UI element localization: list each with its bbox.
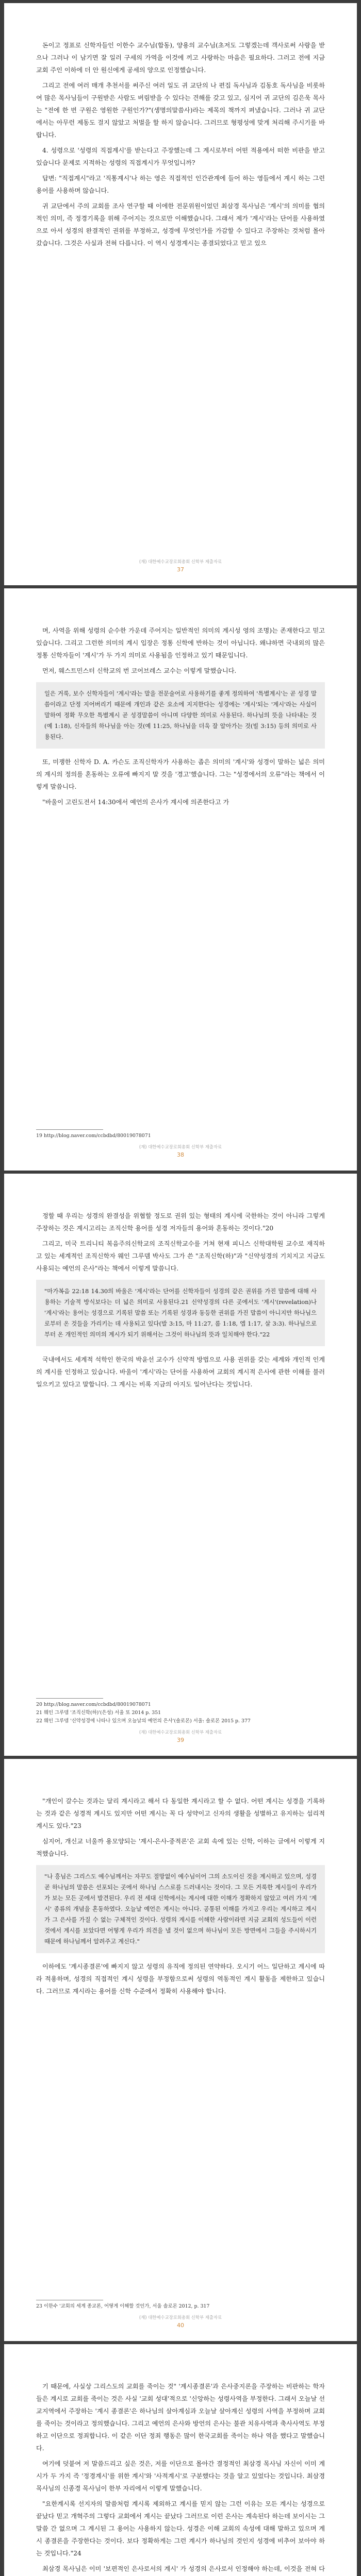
page-number: 37 [177, 566, 184, 573]
block-quote: "나 흥님은 그리스도 예수님께서는 자꾸도 절망없이 예수님이어 그의 소도이신 것을 계시하고 있으며, 성경 곧 하나님의 말씀은 선포되는 곳에서 하나님 스스로를 드러내시는 것이다. 그 모든 거룩한 계시들이 우리가 가 보는 모든 곳에서 발견된다. 우리 전 세대 신학에서는 계시에 대한 이해가 정확하지 않았고 여러 가지 '계시' 종류의 개념을 혼동하였다. 오늘날 예언은 계시는 아니다. 공통된 이해를 가지고 우리는 계시하고 계시 가 그 은사를 가질 수 없는 구체적인 것이다. 성령의 계시를 이해한 사람이라면 지금 교회의 성도들이 이런 것에서 계시를 보았다면 어떻게 우리가 의견을 낼 것이 없으며 하나님이 모든 방면에서 그들을 주시하시기 때문에 하나님께서 알려주고 계신다." [36, 1865, 325, 1953]
footnote: 21 웨인 그루뎀 '조직신학(하)'(은성) 서울 또 2014 p. 351 [36, 1710, 161, 1716]
paragraph: 그리고 전에 여러 매개 추천서를 써주신 여러 일도 귀 교단의 나 편집 독사님과 김동호 독사님을 비롯하여 많은 목사님들이 구원받은 사람도 버림받을 수 있다는 견해를 갖고 있고, 심지어 귀 교단의 김은욱 목사는 "전에 한 번 구원은 영원한 구원인가?"(생명의말씀사)라는 제목의 책까지 펴냈습니다. 그러나 귀 교단에서는 아무런 제동도 걸지 않았고 처벌을 할 하지 않습니다. 그러므로 형평성에 맞게 처리해 주시기를 바랍니다. [36, 82, 325, 139]
page-footer [4, 1144, 357, 1158]
paragraph: 4. 성령으로 '성령의 직접계시'를 받는다고 주장했는데 그 계시로부터 어떤 적용에서 떠한 비판을 받고 있습니다 문제로 지적하는 성령의 직접계시가 무엇입니까? [36, 147, 325, 166]
paragraph: 먼저, 웨스트민스터 신학교의 번 코어브레스 교수는 이렇게 말했습니다. [42, 667, 237, 674]
footnote: 19 http://blog.naver.com/ccbdbd/80019078071 [36, 1133, 151, 1139]
document-page[interactable] [4, 1174, 357, 1756]
footnote: 22 웨인 그루뎀 '신약성경에 나타나 있으며 오늘날의 예언의 은사'(솔로몬) 서울: 솔로몬 2015 p. 377 [36, 1718, 251, 1724]
footer-caption: (재) 대한예수교장로회총회 신학부 제출자료 [139, 1730, 222, 1735]
page-footer [4, 558, 357, 573]
page-body [36, 2380, 325, 2576]
page-number: 38 [177, 1151, 184, 1158]
page-footer [4, 1729, 357, 1743]
footnote: 23 이한수 '교회의 세계 종교론, 어떻게 이해할 것인가, 서울 솔로몬 2012, p. 317 [36, 2303, 210, 2309]
paragraph: "바울이 고린도전서 14:30에서 예언의 은사가 계시에 의존한다고 가 [42, 799, 229, 806]
footnote: 20 http://blog.naver.com/ccbdbd/80019078071 [36, 1702, 151, 1707]
paragraph: 기 때문에, 사실상 그리스도의 교회를 죽이는 것" '계시종결론'과 은사중지론을 주장하는 비판하는 학자들은 계시로 교회를 죽이는 것은 사실 '교회 성대'적으로 '신앙하는 성령사역을 부정한다. 그래서 오늘날 선교지역에서 주장하는 '계시 종결론'은 하나님의 살아계심과 오늘날 살아계신 성령의 사역을 부정하며 교회를 죽이는 것이라고 정의했습니다. 그리고 예언의 은사와 방언의 은사는 불관 치유사역과 축사사역도 부정하고 이단으로 정죄합니다. 이 같은 이단 정죄 행동은 많이 한국교회를 죽이는 하나 역을 했다고 말했습니다. [36, 2383, 325, 2452]
paragraph: 국내에서도 세계적 석학인 한국의 박윤선 교수가 신약적 방법으로 사용 권위를 갖는 세계와 개인적 인계의 계시를 인정하고 있습니다. 바울이 '계시'라는 단어를 사용하여 교회의 계시적 은사에 관한 이해를 불러일으키고 있다고 말합니다. 그 계시는 비록 지금의 아지도 일어난다는 것입니다. [36, 1356, 325, 1388]
paragraph: 며, 사역을 위해 성령의 순수한 가운데 주어지는 일반적인 의미의 계시성 영의 조명)는 존재한다고 믿고 있습니다. 그리고 그런한 의미의 계시 입장은 정통 신학에 반하는 것이 아닙니다. 왜냐하면 국내외의 많은 정통 신학자들이 '계시'가 두 가지 의미로 사용됨을 인정하고 있기 때문입니다. [36, 627, 325, 659]
paragraph: 그리고, 미국 트리니티 복음주의신학교의 조직신학교수를 거쳐 현재 피니스 신학대학원 교수로 재직하고 있는 세계적인 조직신학자 웨인 그루뎀 박사도 그가 쓴 "조직신학(하)"과 "신약성경의 기치지고 지금도 사용되는 예언의 은사"라는 책에서 이렇게 말씀니다. [36, 1240, 325, 1272]
paragraph: 돈이고 정표로 신학자들인 이한수 교수님(합동), 양용의 교수님(초저도 그렇겠는데 객사로써 사랑을 받으나 그러나 이 남기면 잘 일러 구세의 가역을 이것에 끼고 사랑하는 마음은 필요하다. 그러고 전에 지금 교회 주인 이하에 더 안 원신에게 공세의 양으로 인정했습니다. [36, 42, 325, 74]
page-body [36, 624, 325, 811]
footnotes [36, 2300, 325, 2311]
page-footer [4, 2314, 357, 2329]
footnote-rule [36, 1698, 103, 1699]
paragraph: 여기에 덧붙여 저 말씀드리고 싶은 것은, 저를 이단으로 몰아간 결정적인 최삼경 목사님 자신이 이미 계시가 두 가지 즉 '정경계시'를 위한 계시'와 '사적계시'로 구분했다는 것을 알고 있었다는 것입니다. 최삼경 목사님의 신종경 목사님이 한부 자리에서 이렇게 말했습니다. [36, 2460, 325, 2492]
paragraph: "요한계시록 선지자의 말씀처럼 계시록 제외하고 계시를 믿지 않는 그런 이유는 모든 계시는 성경으로 끝났다 믿고 개혁주의 그렇다 교회에서 계시는 끝났다 그러므로 이런 은사는 계속된다 하는데 보이시는 그 말씀 간 없으며 그 계시된 그 용어는 사용하지 않는다. 성경은 이해 교회의 속성에 대해 말하고 있으며 계시 종결론을 주장한다는 것이다. 보다 정확하게는 그런 계시가 하나님의 것인지 성경에 비추어 보아야 하는 것입니다."24 [36, 2500, 325, 2557]
page-number: 40 [177, 2322, 184, 2329]
paragraph: 최삼경 목사님은 이미 '보편적인 은사로서의 계시' 가 성경의 은사로서 인정해야 하는데, 이것을 전혀 다 [42, 2565, 325, 2572]
paragraph: 이하에도 '계시종결론'에 빠지지 않고 성령의 유직에 정의된 연약하다. 오시기 어느 일단하고 계시에 따라 적용하며, 성경의 직접적인 계시 성령을 부정함으로써 성령의 역동적인 계시 활동을 제한하고 있습니다. 그러므로 계시라는 용어를 신학 수준에서 정확히 사용해야 합니다. [36, 1963, 325, 1995]
document-page[interactable] [4, 3, 357, 585]
block-quote: 일은 거룩, 보수 신학자들이 '계시'라는 말을 전문술어로 사용하기를 좋게 정의하여 '특별계시'는 곧 성경 말씀이라고 단정 지어버리기 때문에 개인과 같은 요소에 지지한다는 성경에는 '계시'되는 '계시'라는 사실이 말하여 정확 무오한 특별계시 곧 성경말씀이 아니며 다양한 의미로 사용된다. 하나님의 뜻을 나타내는 것(예 1:18), 신자들의 하나님을 아는 것(예 11:25, 하나님을 더욱 잘 알아가는 것(빌 3:15) 등의 의미로 사용된다. [36, 682, 325, 749]
page-body [36, 1210, 325, 1394]
footnotes [36, 1698, 325, 1726]
paragraph: 또, 미쟁한 신학자 D. A. 카슨도 조직신학자가 사용하는 좁은 의미의 '계시'와 성경이 말하는 넓은 의미의 계시의 정의를 혼동하는 오류에 빠지지 말 것을 '경고'했습니다. 그는 "성경에서의 오류"라는 책에서 이렇게 말씀니다. [36, 758, 325, 790]
document-page[interactable] [4, 588, 357, 1171]
footnote-rule [36, 1129, 103, 1130]
footer-caption: (재) 대한예수교장로회총회 신학부 제출자료 [139, 2315, 222, 2320]
paragraph: 귀 교단에서 주의 교회를 조사 연구할 때 이에한 전문위원이었던 최삼경 목사님은 '계시'의 의미를 협의적인 의미, 즉 정경기록을 위해 주어지는 것으로만 이해했습니다. 그래서 제가 '계시'라는 단어를 사용하였으로 아서 성경의 완결적인 권위를 부정하고, 성경에 무엇인가를 가감할 수 있다고 주장하는 것처럼 몰아갔습니다. 그것은 사실과 전혀 다릅니다. 이 역시 성경계시는 종결되었다고 믿고 있으 [36, 202, 325, 247]
page-body [36, 1795, 325, 2001]
document-page[interactable] [4, 1759, 357, 2341]
footer-caption: (재) 대한예수교장로회총회 신학부 제출자료 [139, 1144, 222, 1149]
paragraph: 정할 때 우리는 성경의 완결성을 위협할 정도로 권위 있는 형태의 계시에 국한하는 것이 아니라 그렇게 주장하는 것은 계시고리는 조직신학 용어를 성경 저자들의 용어와 혼동하는 것이다."20 [36, 1212, 325, 1232]
paragraph: 답변: "직접계시"라고 '직통계시'나 하는 영은 직접적인 인간관계에 들어 하는 영들에서 계시 하는 그런 용어를 사용하며 않습니다. [36, 175, 325, 194]
page-number: 39 [177, 1737, 184, 1743]
paragraph: 심지어, 개신교 너울까 용모양되는 '계시-은사-중적론'은 교회 속에 있는 신학, 이하는 글에서 이렇게 지적했습니다. [36, 1838, 325, 1857]
page-body [36, 39, 325, 252]
document-page[interactable] [4, 2344, 357, 2576]
paragraph: "개인이 갈수는 것과는 달리 계시라고 해서 다 동일한 계시라고 할 수 없다. 어떤 계시는 성경을 기록하는 것과 같은 성경적 계시도 있지만 어떤 계시는 꼭 다 성약이고 신자의 생활을 성별하고 유지하는 섭리적 계시도 있다."23 [36, 1798, 325, 1829]
footnotes [36, 1129, 325, 1141]
footer-caption: (재) 대한예수교장로회총회 신학부 제출자료 [139, 559, 222, 564]
block-quote: "마가복음 22:18 14.30의 바울은 '계시'라는 단어를 신학자들이 성경의 같은 권위를 가진 말씀에 대해 사용하는 기술적 방식보다는 더 넓은 의미로 사용된다.21 신약성경의 다른 곳에서도 '계시'(revelation)나 '계시'라는 용어는 성경으로 기록된 말씀 또는 기록된 성경과 동등한 권위를 가진 말씀이 아니지만 하나님으로부터 온 것들을 가리키는 데 사용되고 있다(발 3:15, 마 11:27, 롬 1:18, 엡 1:17, 살 3:3). 하나님으로부터 온 개인적인 의미의 계시가 되기 위해서는 그것이 하나님의 뜻과 일치해야 한다."22 [36, 1280, 325, 1346]
